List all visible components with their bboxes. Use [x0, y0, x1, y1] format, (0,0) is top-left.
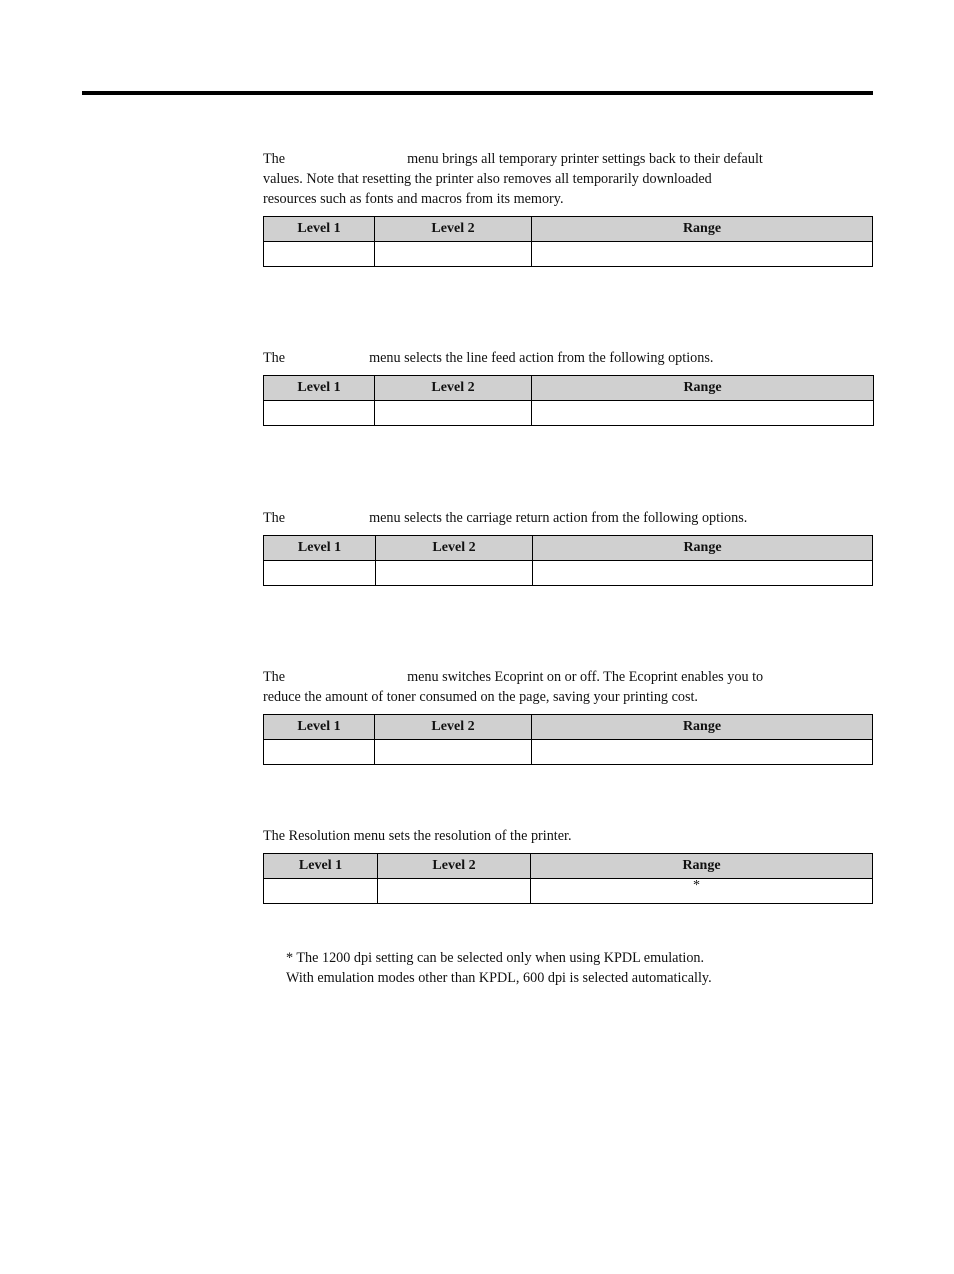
header-rule	[82, 91, 873, 95]
level2-cell	[375, 740, 532, 765]
level2-header: Level 2	[378, 854, 531, 879]
ecoprint-desc-end: menu switches Ecoprint on or off. The Ecoprint enables you to	[407, 669, 764, 685]
range-header: Range	[532, 376, 874, 401]
lf-action-description	[263, 348, 874, 368]
lf-desc-start: The	[263, 350, 286, 366]
ecoprint-desc-start: The	[263, 669, 286, 685]
table-row	[264, 740, 873, 765]
lf-desc-end: menu selects the line feed action from the following options.	[369, 350, 714, 366]
range-cell	[532, 740, 873, 765]
range-header: Range	[531, 854, 873, 879]
reset-desc-end: menu brings all temporary printer settings back to their default	[407, 151, 763, 167]
level1-header: Level 1	[264, 217, 375, 242]
cr-action-section	[263, 508, 873, 586]
level1-header: Level 1	[264, 854, 378, 879]
level2-cell	[378, 879, 531, 904]
lf-action-section	[263, 348, 874, 426]
level1-header: Level 1	[264, 715, 375, 740]
resolution-section	[263, 826, 873, 904]
reset-desc-line3: resources such as fonts and macros from its memory.	[263, 191, 564, 207]
level2-header: Level 2	[375, 715, 532, 740]
table-header-row	[264, 536, 873, 561]
resolution-menu-table	[263, 853, 873, 904]
level1-cell	[264, 561, 376, 586]
range-header: Range	[532, 715, 873, 740]
lf-action-menu-table	[263, 375, 874, 426]
level1-cell	[264, 740, 375, 765]
level2-header: Level 2	[376, 536, 533, 561]
reset-desc-start: The	[263, 151, 286, 167]
level2-header: Level 2	[375, 376, 532, 401]
range-cell	[531, 879, 873, 904]
table-row	[264, 879, 873, 904]
range-cell	[532, 242, 873, 267]
reset-section	[263, 149, 873, 267]
level1-header: Level 1	[264, 536, 376, 561]
reset-description	[263, 149, 873, 209]
range-cell	[532, 401, 874, 426]
level2-header: Level 2	[375, 217, 532, 242]
level1-cell	[264, 879, 378, 904]
reset-desc-line2: values. Note that resetting the printer also removes all temporarily downloaded	[263, 171, 712, 187]
cr-action-menu-table	[263, 535, 873, 586]
level2-cell	[375, 242, 532, 267]
cr-action-description	[263, 508, 873, 528]
level1-cell	[264, 242, 375, 267]
table-header-row	[264, 854, 873, 879]
cr-desc-end: menu selects the carriage return action from the following options.	[369, 510, 748, 526]
ecoprint-description	[263, 667, 873, 707]
table-header-row	[264, 376, 874, 401]
ecoprint-menu-table	[263, 714, 873, 765]
range-header: Range	[532, 217, 873, 242]
table-header-row	[264, 715, 873, 740]
footnote-line2: With emulation modes other than KPDL, 600 dpi is selected automatically.	[286, 970, 712, 986]
level1-cell	[264, 401, 375, 426]
table-row	[264, 401, 874, 426]
level1-header: Level 1	[264, 376, 375, 401]
table-row	[264, 242, 873, 267]
resolution-description: The Resolution menu sets the resolution of the printer.	[263, 828, 572, 844]
footnote-line1: * The 1200 dpi setting can be selected only when using KPDL emulation.	[286, 950, 705, 966]
level2-cell	[375, 401, 532, 426]
cr-desc-start: The	[263, 510, 286, 526]
table-header-row	[264, 217, 873, 242]
resolution-footnote	[286, 948, 712, 988]
range-cell	[533, 561, 873, 586]
table-row	[264, 561, 873, 586]
level2-cell	[376, 561, 533, 586]
reset-menu-table	[263, 216, 873, 267]
ecoprint-desc-line2: reduce the amount of toner consumed on the page, saving your printing cost.	[263, 689, 698, 705]
ecoprint-section	[263, 667, 873, 765]
asterisk-marker: *	[693, 878, 700, 893]
range-header: Range	[533, 536, 873, 561]
